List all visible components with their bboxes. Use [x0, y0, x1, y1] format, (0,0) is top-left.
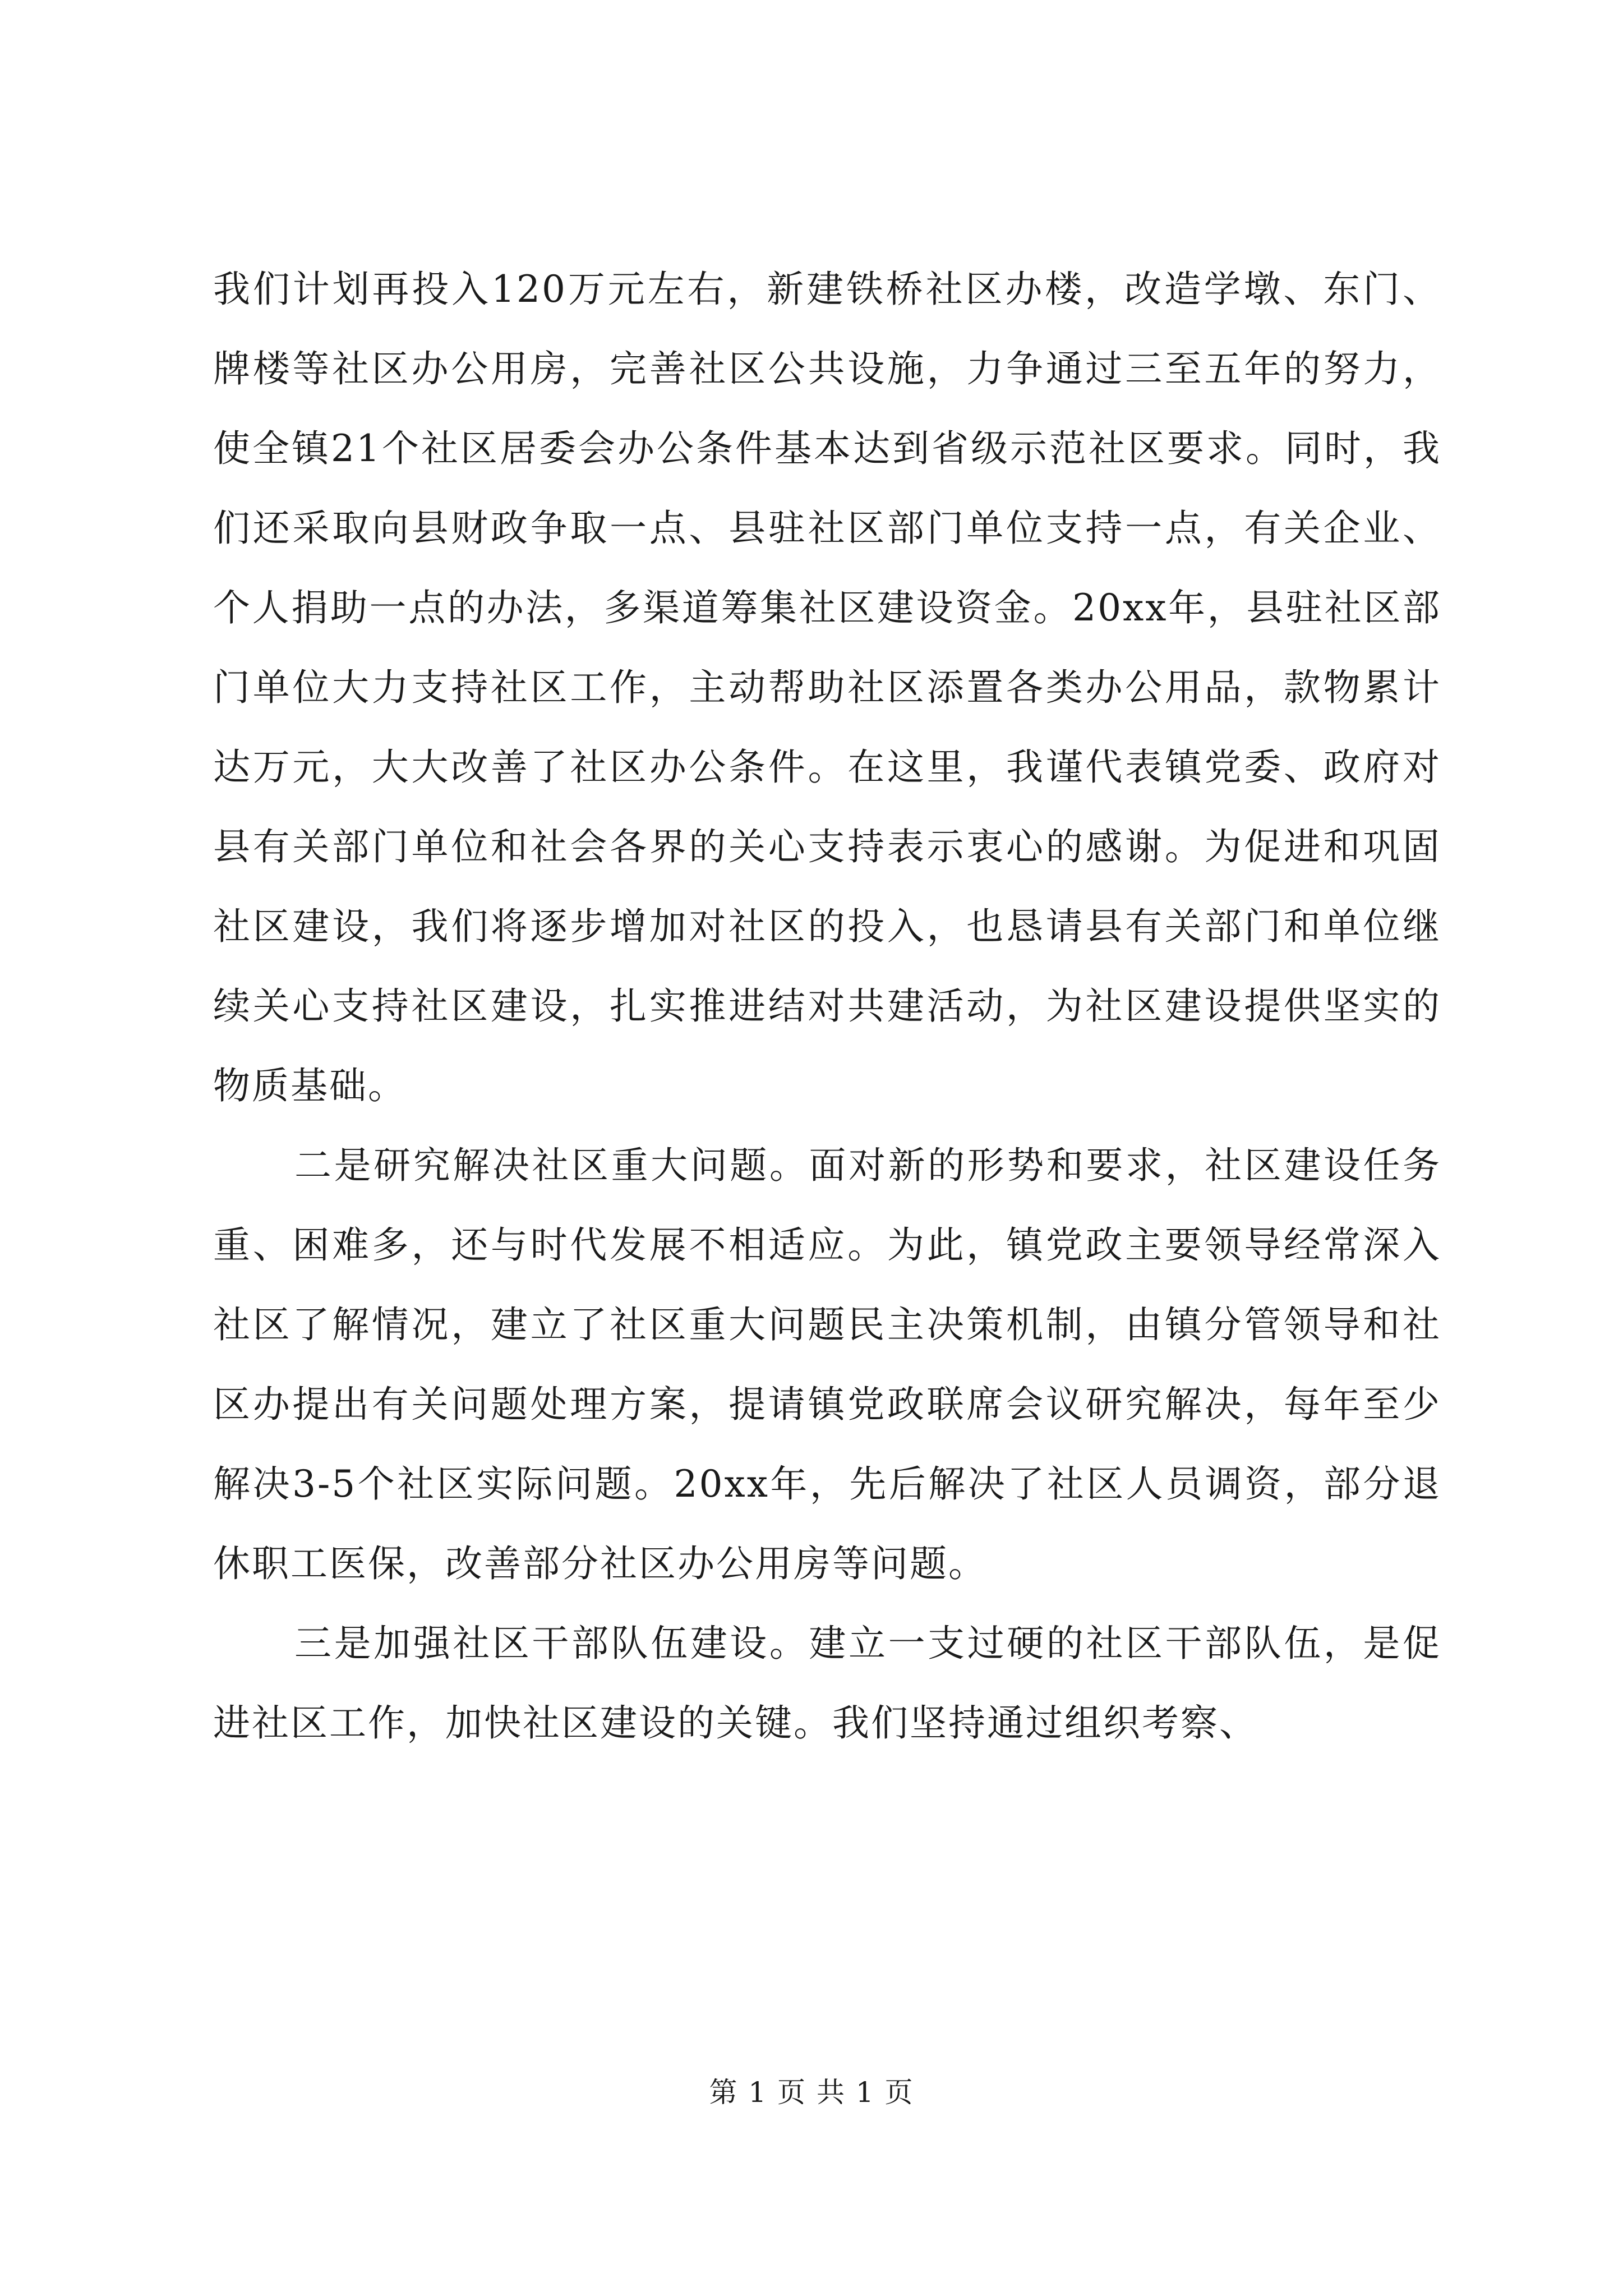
- paragraph-2: 二是研究解决社区重大问题。面对新的形势和要求，社区建设任务重、困难多，还与时代发展不相适应。为此，镇党政主要领导经常深入社区了解情况，建立了社区重大问题民主决策机制，由镇分管领导和社区办提出有关问题处理方案，提请镇党政联席会议研究解决，每年至少解决3-5个社区实际问题。20xx年，先后解决了社区人员调资，部分退休职工医保，改善部分社区办公用房等问题。: [213, 1144, 1441, 1585]
- document-body: [213, 250, 1441, 1763]
- paragraph-3: 三是加强社区干部队伍建设。建立一支过硬的社区干部队伍，是促进社区工作，加快社区建设的关键。我们坚持通过组织考察、: [213, 1622, 1441, 1745]
- paragraph-1: 我们计划再投入120万元左右，新建铁桥社区办楼，改造学墩、东门、牌楼等社区办公用房，完善社区公共设施，力争通过三至五年的努力，使全镇21个社区居委会办公条件基本达到省级示范社区要求。同时，我们还采取向县财政争取一点、县驻社区部门单位支持一点，有关企业、个人捐助一点的办法，多渠道筹集社区建设资金。20xx年，县驻社区部门单位大力支持社区工作，主动帮助社区添置各类办公用品，款物累计达万元，大大改善了社区办公条件。在这里，我谨代表镇党委、政府对县有关部门单位和社会各界的关心支持表示衷心的感谢。为促进和巩固社区建设，我们将逐步增加对社区的投入，也恳请县有关部门和单位继续关心支持社区建设，扎实推进结对共建活动，为社区建设提供坚实的物质基础。: [213, 268, 1441, 1107]
- page-footer: 第 1 页 共 1 页: [709, 2076, 914, 2109]
